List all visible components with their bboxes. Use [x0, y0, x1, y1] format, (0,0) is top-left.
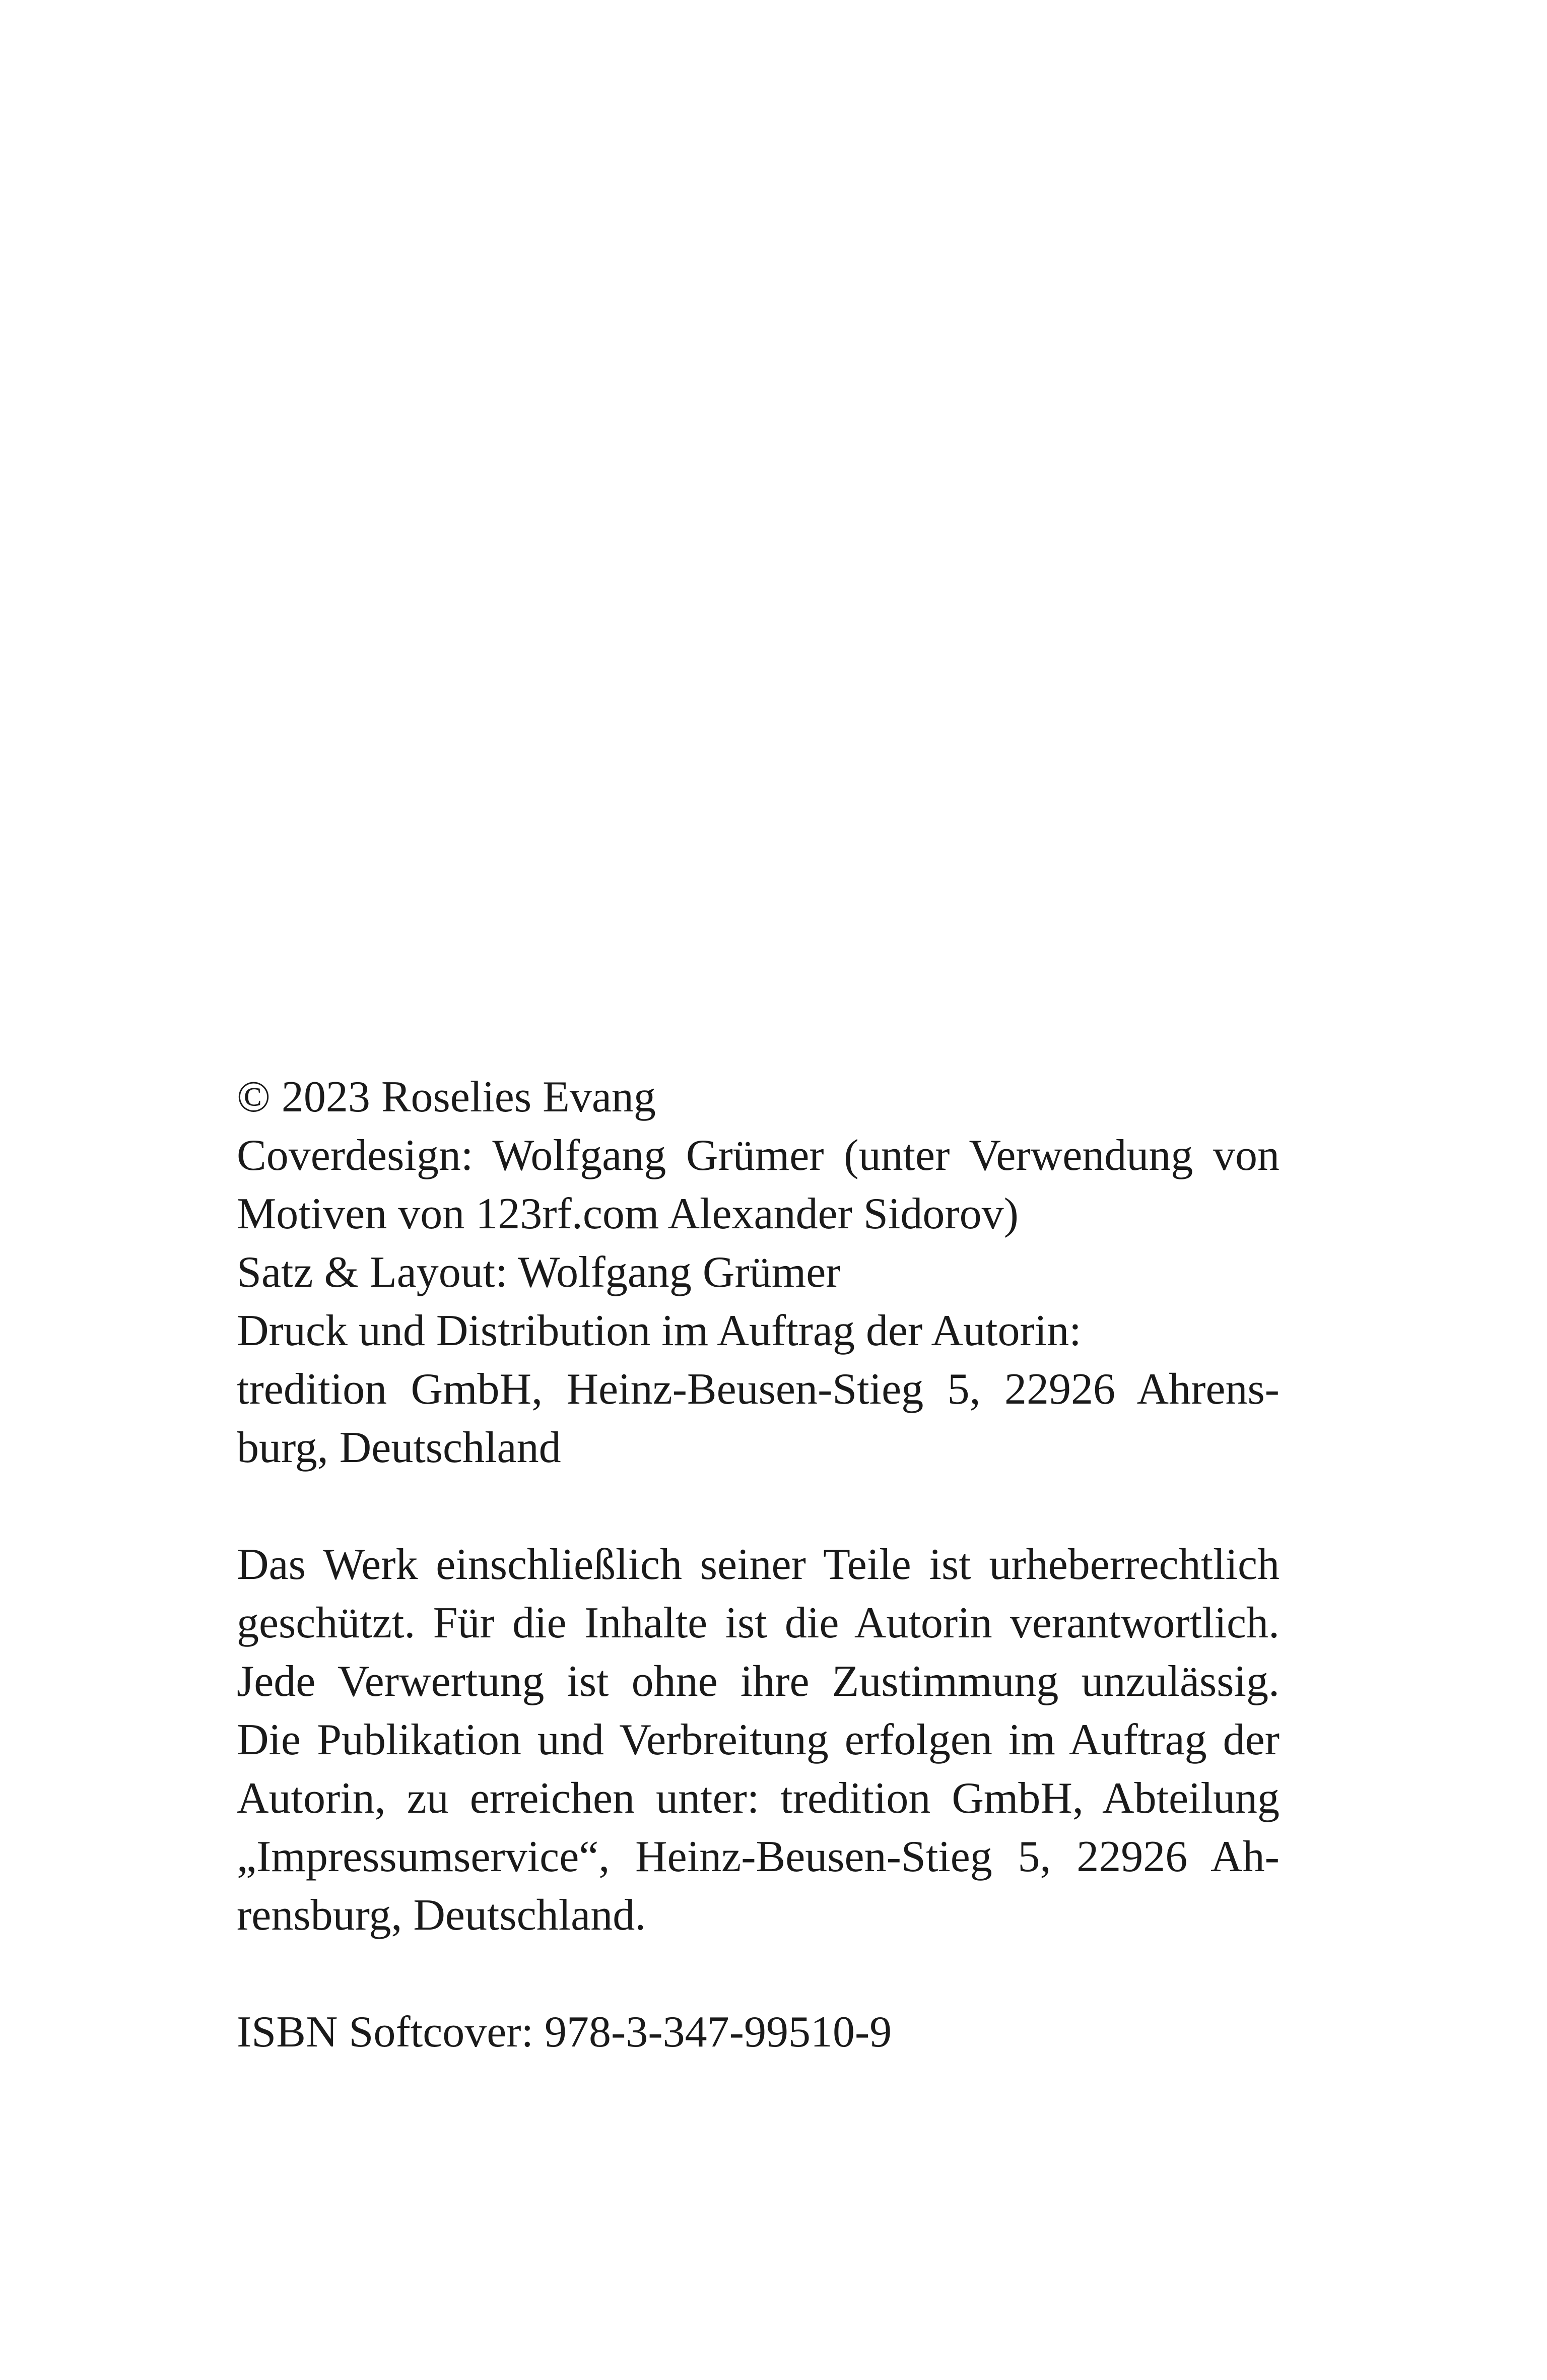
copyright-notice-line: Das Werk einschließlich seiner Teile ist urheberrechtlich	[237, 1540, 1280, 1589]
copyright-notice-line: Die Publikation und Verbreitung erfolgen im Auftrag der	[237, 1715, 1280, 1764]
copyright-notice-line: Jede Verwertung ist ohne ihre Zustimmung unzulässig.	[237, 1657, 1280, 1706]
publisher-address-line: tredition GmbH, Heinz-Beusen-Stieg 5, 22926 Ahrens-	[237, 1365, 1280, 1414]
copyright-line: © 2023 Roselies Evang	[237, 1073, 656, 1121]
publisher-address-line-end: burg, Deutschland	[237, 1423, 561, 1472]
copyright-notice-line-end: rensburg, Deutschland.	[237, 1891, 646, 1940]
cover-design-line: Coverdesign: Wolfgang Grümer (unter Verwendung von	[237, 1131, 1280, 1180]
paragraph-gap	[237, 1477, 1280, 1536]
isbn-line: ISBN Softcover: 978-3-347-99510-9	[237, 2008, 892, 2057]
copyright-notice-line: „Impressumservice“, Heinz-Beusen-Stieg 5, 22926 Ah-	[237, 1832, 1280, 1881]
layout-credit-line: Satz & Layout: Wolfgang Grümer	[237, 1248, 841, 1297]
copyright-notice-line: Autorin, zu erreichen unter: tredition GmbH, Abteilung	[237, 1774, 1280, 1823]
distribution-line: Druck und Distribution im Auftrag der Autorin:	[237, 1306, 1082, 1355]
cover-motif-line: Motiven von 123rf.com Alexander Sidorov)	[237, 1189, 1019, 1238]
copyright-notice-line: geschützt. Für die Inhalte ist die Autorin verantwortlich.	[237, 1599, 1280, 1647]
paragraph-gap	[237, 1945, 1280, 2003]
imprint-text	[237, 1068, 1280, 2062]
